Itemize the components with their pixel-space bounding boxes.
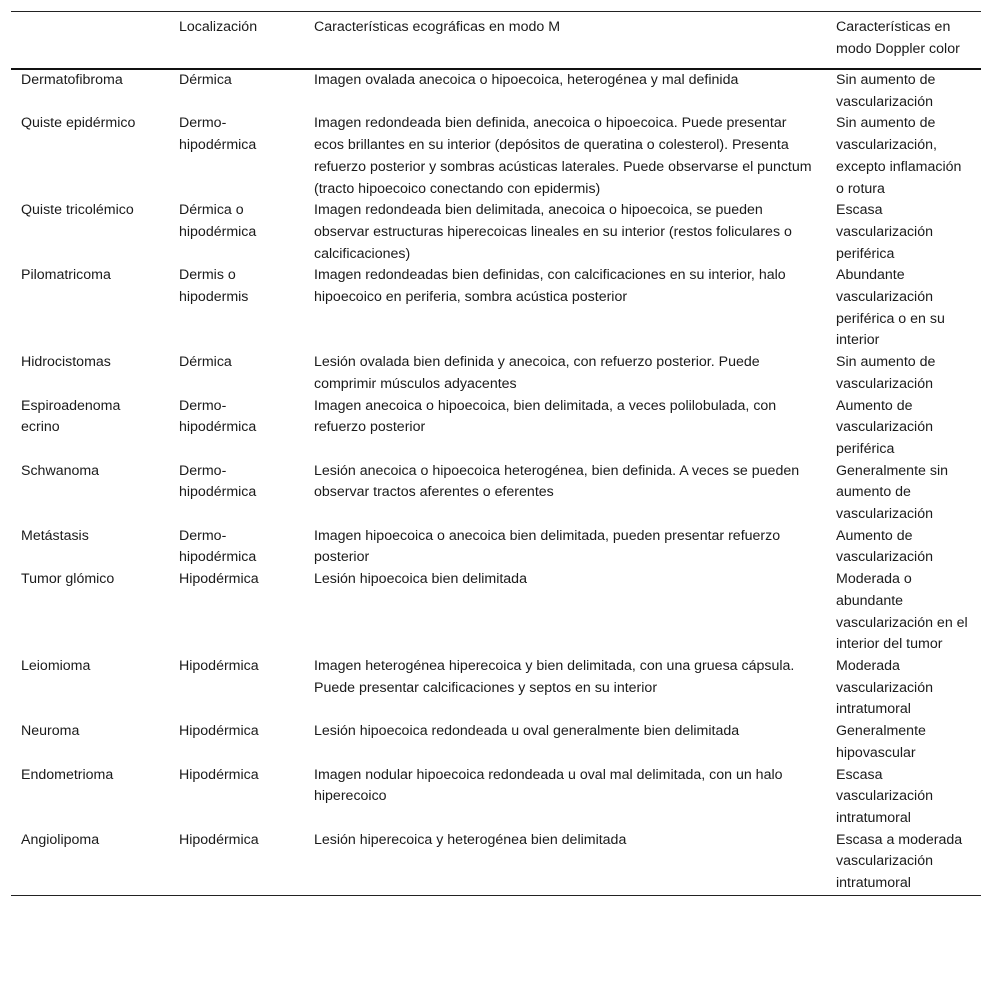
table-row	[11, 352, 981, 395]
table-row	[11, 526, 981, 569]
doppler-features-cell: Sin aumento de vascularización	[836, 354, 936, 392]
location-cell: Dérmica	[179, 354, 232, 371]
lesion-name-cell: Angiolipoma	[21, 831, 100, 848]
lesion-name-cell: Endometrioma	[21, 766, 114, 783]
m-mode-features-cell: Imagen ovalada anecoica o hipoecoica, heterogénea y mal definida	[314, 72, 739, 88]
table-row	[11, 113, 981, 200]
location-cell: Dermo-hipodérmica	[179, 397, 257, 436]
table-row	[11, 200, 981, 265]
table-row	[11, 765, 981, 830]
m-mode-features-cell: Lesión ovalada bien definida y anecoica, con refuerzo posterior. Puede comprimir músculos adyacentes	[314, 354, 760, 392]
lesion-name-cell: Neuroma	[21, 723, 80, 740]
doppler-features-cell: Sin aumento de vascularización, excepto inflamación o rotura	[836, 115, 962, 197]
header-lesion	[11, 12, 169, 70]
m-mode-features-cell: Imagen redondeada bien delimitada, anecoica o hipoecoica, se pueden observar estructuras hiperecoicas lineales en su interior (restos foliculares o calcificaciones)	[314, 202, 792, 262]
table-row	[11, 656, 981, 721]
location-cell: Dermo-hipodérmica	[179, 527, 257, 566]
m-mode-features-cell: Lesión hipoecoica redondeada u oval generalmente bien delimitada	[314, 723, 740, 740]
lesion-name-cell: Dermatofibroma	[21, 72, 123, 88]
doppler-features-cell: Generalmente hipovascular	[836, 723, 926, 761]
header-location: Localización	[179, 19, 258, 35]
location-cell: Hipodérmica	[179, 766, 259, 783]
header-row	[11, 12, 981, 70]
location-cell: Hipodérmica	[179, 723, 259, 740]
doppler-features-cell: Escasa vascularización periférica	[836, 202, 933, 262]
header-doppler: Características en modo Doppler color	[836, 19, 960, 57]
location-cell: Dermo-hipodérmica	[179, 115, 257, 154]
m-mode-features-cell: Imagen heterogénea hiperecoica y bien delimitada, con una gruesa cápsula. Puede presentar calcificaciones y septos en su interior	[314, 657, 795, 696]
lesion-name-cell: Quiste tricolémico	[21, 202, 134, 219]
m-mode-features-cell: Imagen redondeada bien definida, anecoica o hipoecoica. Puede presentar ecos brillantes en su interior (depósitos de queratina o colesterol). Presenta refuerzo posterior y sombras acústicas laterales. Puede observarse el punctum (tracto hipoecoico conectando con epidermis)	[314, 115, 812, 197]
lesion-name-cell: Metástasis	[21, 527, 89, 544]
doppler-features-cell: Escasa vascularización intratumoral	[836, 766, 933, 826]
m-mode-features-cell: Lesión hipoecoica bien delimitada	[314, 571, 527, 588]
lesion-characteristics-table	[11, 11, 981, 896]
m-mode-features-cell: Imagen redondeadas bien definidas, con calcificaciones en su interior, halo hipoecoico en periferia, sombra acústica posterior	[314, 267, 786, 306]
doppler-features-cell: Sin aumento de vascularización	[836, 72, 936, 110]
table-row	[11, 569, 981, 656]
table-row	[11, 265, 981, 352]
lesion-name-cell: Leiomioma	[21, 657, 91, 674]
doppler-features-cell: Aumento de vascularización	[836, 527, 933, 566]
doppler-features-cell: Moderada vascularización intratumoral	[836, 657, 933, 718]
location-cell: Dermo-hipodérmica	[179, 462, 257, 501]
lesion-name-cell: Tumor glómico	[21, 571, 115, 588]
table-row	[11, 461, 981, 526]
location-cell: Hipodérmica	[179, 571, 259, 588]
lesion-name-cell: Schwanoma	[21, 462, 100, 479]
doppler-features-cell: Abundante vascularización periférica o en su interior	[836, 267, 945, 349]
location-cell: Dérmica o hipodérmica	[179, 202, 257, 240]
location-cell: Dermis o hipodermis	[179, 267, 249, 306]
m-mode-features-cell: Imagen anecoica o hipoecoica, bien delimitada, a veces polilobulada, con refuerzo posterior	[314, 397, 777, 436]
doppler-features-cell: Escasa a moderada vascularización intratumoral	[836, 831, 963, 892]
table-row	[11, 396, 981, 461]
header-m-mode: Características ecográficas en modo M	[314, 19, 561, 35]
table-row	[11, 830, 981, 896]
lesion-name-cell: Pilomatricoma	[21, 267, 111, 284]
m-mode-features-cell: Imagen nodular hipoecoica redondeada u oval mal delimitada, con un halo hiperecoico	[314, 766, 783, 805]
table-row	[11, 69, 981, 113]
m-mode-features-cell: Imagen hipoecoica o anecoica bien delimitada, pueden presentar refuerzo posterior	[314, 527, 781, 566]
m-mode-features-cell: Lesión hiperecoica y heterogénea bien delimitada	[314, 831, 627, 848]
doppler-features-cell: Generalmente sin aumento de vascularización	[836, 462, 948, 523]
doppler-features-cell: Aumento de vascularización periférica	[836, 397, 933, 457]
location-cell: Hipodérmica	[179, 831, 259, 848]
lesion-name-cell: Espiroadenoma ecrino	[21, 397, 121, 436]
m-mode-features-cell: Lesión anecoica o hipoecoica heterogénea, bien definida. A veces se pueden observar tractos aferentes o eferentes	[314, 462, 800, 501]
location-cell: Dérmica	[179, 72, 232, 88]
lesion-name-cell: Hidrocistomas	[21, 354, 111, 371]
lesion-name-cell: Quiste epidérmico	[21, 115, 136, 132]
location-cell: Hipodérmica	[179, 657, 259, 674]
doppler-features-cell: Moderada o abundante vascularización en el interior del tumor	[836, 571, 968, 653]
table-row	[11, 721, 981, 764]
